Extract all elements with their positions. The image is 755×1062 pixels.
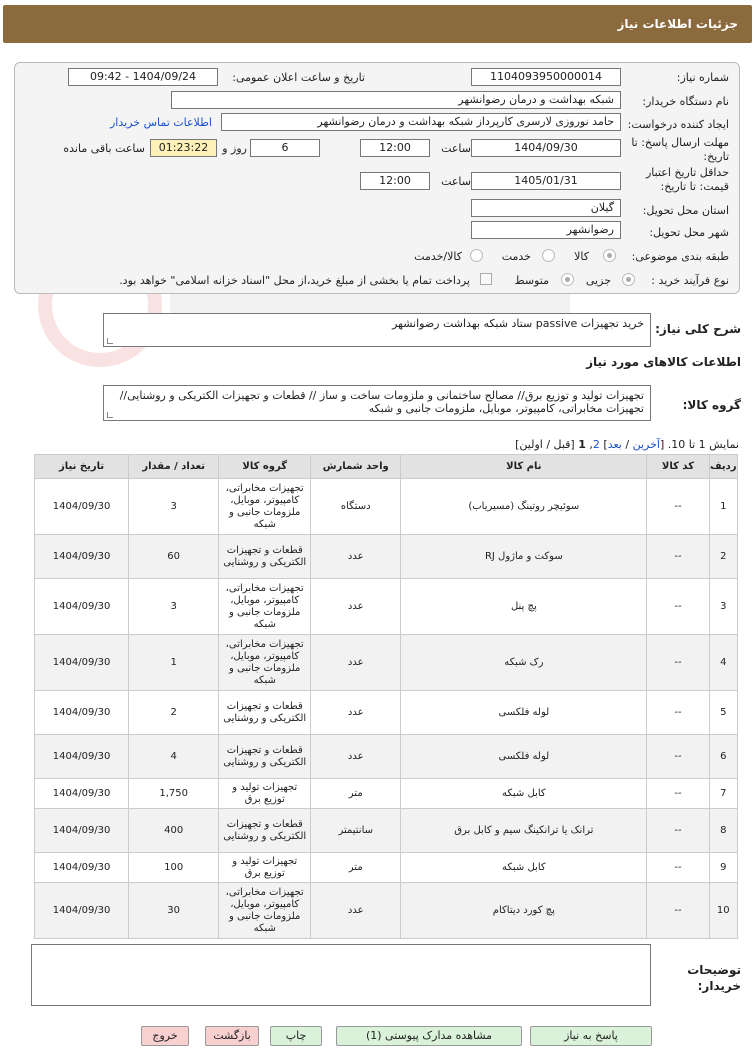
deadline-label: مهلت ارسال پاسخ: تا تاریخ:: [631, 136, 729, 163]
category-label: طبقه بندی موضوعی:: [631, 250, 729, 263]
deadline-time-label: ساعت: [441, 142, 471, 155]
cell-date: 1404/09/30: [35, 635, 129, 691]
cell-quantity: 3: [129, 479, 219, 535]
cell-quantity: 60: [129, 535, 219, 579]
pagination-bracket-open: [: [659, 438, 665, 451]
creator-label: ایجاد کننده درخواست:: [627, 118, 729, 131]
col-header-row-number: ردیف: [709, 455, 738, 479]
cell-row-number: 3: [709, 579, 738, 635]
summary-label: شرح کلی نیاز:: [655, 322, 741, 336]
validity-label: حداقل تاریخ اعتبار قیمت: تا تاریخ:: [645, 166, 729, 193]
buyer-field: شبکه بهداشت و درمان رضوانشهر: [171, 91, 621, 109]
cell-row-number: 5: [709, 691, 738, 735]
cell-unit: متر: [311, 853, 401, 883]
goods-group-text: تجهیزات تولید و توزیع برق// مصالح ساختمانی و ملزومات ساخت و ساز // قطعات و تجهیزات الکتریکی و روشنایی// تجهیزات مخابراتی، کامپیوتر، موبایل، ملزومات جانبی و شبکه: [119, 389, 644, 415]
cell-unit: عدد: [311, 635, 401, 691]
cell-group: تجهیزات تولید و توزیع برق: [219, 779, 311, 809]
cell-name: ترانک یا ترانکینگ سیم و کابل برق: [401, 809, 647, 853]
table-row: [35, 883, 738, 939]
cell-unit: متر: [311, 779, 401, 809]
pagination-prefix: نمایش 1 تا 10.: [667, 438, 739, 451]
goods-group-field: [103, 385, 651, 421]
cell-row-number: 4: [709, 635, 738, 691]
col-header-group: گروه کالا: [219, 455, 311, 479]
treasury-payment-note: پرداخت تمام یا بخشی از مبلغ خرید،از محل "اسناد خزانه اسلامی" خواهد بود.: [119, 274, 470, 287]
table-header-row: [35, 455, 738, 479]
pagination-comma: ,: [589, 438, 593, 451]
process-option-medium: متوسط: [514, 274, 549, 287]
cell-date: 1404/09/30: [35, 779, 129, 809]
pagination-slash: /: [625, 438, 630, 451]
cell-code: --: [647, 579, 709, 635]
pagination-prev-first: [قبل / اولین]: [515, 438, 575, 451]
print-button[interactable]: چاپ: [270, 1026, 322, 1046]
cell-code: --: [647, 883, 709, 939]
days-label: روز و: [222, 142, 247, 155]
cell-name: لوله فلکسی: [401, 735, 647, 779]
category-option-both: کالا/خدمت: [414, 250, 462, 263]
cell-name: لوله فلکسی: [401, 691, 647, 735]
cell-date: 1404/09/30: [35, 853, 129, 883]
remaining-label: ساعت باقی مانده: [63, 142, 145, 155]
cell-row-number: 6: [709, 735, 738, 779]
announce-label: تاریخ و ساعت اعلان عمومی:: [232, 71, 365, 84]
buyer-notes-label: توضیحات خریدار:: [687, 963, 741, 993]
table-row: [35, 853, 738, 883]
deadline-time-field: 12:00: [360, 139, 430, 157]
goods-section-title: اطلاعات کالاهای مورد نیاز: [586, 355, 741, 369]
cell-quantity: 2: [129, 691, 219, 735]
remaining-time-field: 01:23:22: [150, 139, 217, 157]
exit-button[interactable]: خروج: [141, 1026, 189, 1046]
category-radio-service[interactable]: [542, 249, 555, 262]
city-field: رضوانشهر: [471, 221, 621, 239]
cell-group: قطعات و تجهیزات الکتریکی و روشنایی: [219, 535, 311, 579]
city-label: شهر محل تحویل:: [649, 226, 729, 239]
cell-unit: سانتیمتر: [311, 809, 401, 853]
cell-quantity: 100: [129, 853, 219, 883]
validity-time-label: ساعت: [441, 175, 471, 188]
cell-row-number: 1: [709, 479, 738, 535]
cell-code: --: [647, 809, 709, 853]
cell-quantity: 400: [129, 809, 219, 853]
cell-code: --: [647, 635, 709, 691]
cell-row-number: 8: [709, 809, 738, 853]
cell-row-number: 7: [709, 779, 738, 809]
category-option-service: خدمت: [501, 250, 531, 263]
table-row: [35, 535, 738, 579]
pagination-page-2-link[interactable]: 2: [592, 438, 600, 451]
cell-unit: دستگاه: [311, 479, 401, 535]
validity-date-field: 1405/01/31: [471, 172, 621, 190]
pagination-current-page: 1: [578, 438, 586, 451]
page-title: جزئیات اطلاعات نیاز: [617, 17, 738, 31]
cell-date: 1404/09/30: [35, 579, 129, 635]
table-row: [35, 809, 738, 853]
category-radio-both[interactable]: [470, 249, 483, 262]
cell-name: پچ کورد دیتاکام: [401, 883, 647, 939]
col-header-date: تاریخ نیاز: [35, 455, 129, 479]
cell-code: --: [647, 535, 709, 579]
cell-code: --: [647, 479, 709, 535]
cell-group: قطعات و تجهیزات الکتریکی و روشنایی: [219, 735, 311, 779]
validity-time-field: 12:00: [360, 172, 430, 190]
goods-group-label: گروه کالا:: [682, 398, 741, 412]
cell-code: --: [647, 853, 709, 883]
pagination: [515, 438, 739, 451]
table-row: [35, 579, 738, 635]
resize-grip-icon[interactable]: [107, 412, 113, 418]
cell-date: 1404/09/30: [35, 691, 129, 735]
cell-quantity: 1,750: [129, 779, 219, 809]
cell-name: پچ پنل: [401, 579, 647, 635]
attachments-button[interactable]: مشاهده مدارک پیوستی (1): [336, 1026, 522, 1046]
table-row: [35, 691, 738, 735]
table-row: [35, 735, 738, 779]
buyer-notes-field: [31, 944, 651, 1006]
cell-group: تجهیزات مخابراتی، کامپیوتر، موبایل، ملزومات جانبی و شبکه: [219, 479, 311, 535]
creator-field: حامد نوروزی لارسری کارپرداز شبکه بهداشت و درمان رضوانشهر: [221, 113, 621, 131]
cell-group: تجهیزات مخابراتی، کامپیوتر، موبایل، ملزومات جانبی و شبکه: [219, 635, 311, 691]
cell-name: کابل شبکه: [401, 853, 647, 883]
cell-name: رک شبکه: [401, 635, 647, 691]
col-header-unit: واحد شمارش: [311, 455, 401, 479]
table-row: [35, 635, 738, 691]
summary-text: خرید تجهیزات passive ستاد شبکه بهداشت رضوانشهر: [392, 317, 644, 330]
cell-row-number: 10: [709, 883, 738, 939]
cell-quantity: 3: [129, 579, 219, 635]
cell-name: سوئیچر روتینگ (مسیریاب): [401, 479, 647, 535]
category-radio-goods[interactable]: [603, 249, 616, 262]
cell-group: قطعات و تجهیزات الکتریکی و روشنایی: [219, 691, 311, 735]
table-row: [35, 479, 738, 535]
pagination-bracket-close: ]: [603, 438, 608, 451]
cell-name: سوکت و ماژول RJ: [401, 535, 647, 579]
days-field: 6: [250, 139, 320, 157]
col-header-code: کد کالا: [647, 455, 709, 479]
summary-field: [103, 313, 651, 347]
cell-group: تجهیزات مخابراتی، کامپیوتر، موبایل، ملزومات جانبی و شبکه: [219, 883, 311, 939]
need-number-label: شماره نیاز:: [676, 71, 729, 84]
goods-table: [34, 454, 738, 939]
cell-code: --: [647, 691, 709, 735]
process-radio-minor[interactable]: [622, 273, 635, 286]
col-header-name: نام کالا: [401, 455, 647, 479]
cell-quantity: 1: [129, 635, 219, 691]
back-button[interactable]: بازگشت: [205, 1026, 259, 1046]
cell-unit: عدد: [311, 535, 401, 579]
cell-name: کابل شبکه: [401, 779, 647, 809]
cell-date: 1404/09/30: [35, 809, 129, 853]
resize-grip-icon[interactable]: [107, 338, 113, 344]
cell-unit: عدد: [311, 691, 401, 735]
buyer-label: نام دستگاه خریدار:: [642, 95, 729, 108]
table-row: [35, 779, 738, 809]
process-label: نوع فرآیند خرید :: [651, 274, 729, 287]
category-option-goods: کالا: [574, 250, 589, 263]
cell-date: 1404/09/30: [35, 479, 129, 535]
cell-group: تجهیزات تولید و توزیع برق: [219, 853, 311, 883]
cell-row-number: 9: [709, 853, 738, 883]
cell-code: --: [647, 779, 709, 809]
cell-unit: عدد: [311, 579, 401, 635]
treasury-payment-checkbox[interactable]: [480, 273, 492, 285]
pagination-next-link[interactable]: بعد: [607, 438, 622, 451]
cell-date: 1404/09/30: [35, 883, 129, 939]
announce-field: 1404/09/24 - 09:42: [68, 68, 218, 86]
cell-group: تجهیزات مخابراتی، کامپیوتر، موبایل، ملزومات جانبی و شبکه: [219, 579, 311, 635]
page-header: [3, 5, 752, 43]
cell-group: قطعات و تجهیزات الکتریکی و روشنایی: [219, 809, 311, 853]
process-radio-medium[interactable]: [561, 273, 574, 286]
need-number-field: 1104093950000014: [471, 68, 621, 86]
cell-date: 1404/09/30: [35, 735, 129, 779]
process-option-minor: جزیی: [585, 274, 611, 287]
province-label: استان محل تحویل:: [642, 204, 729, 217]
cell-unit: عدد: [311, 735, 401, 779]
cell-code: --: [647, 735, 709, 779]
cell-date: 1404/09/30: [35, 535, 129, 579]
cell-quantity: 30: [129, 883, 219, 939]
buyer-contact-link[interactable]: اطلاعات تماس خریدار: [110, 116, 212, 129]
cell-quantity: 4: [129, 735, 219, 779]
pagination-last-link[interactable]: آخرین: [632, 438, 660, 451]
deadline-date-field: 1404/09/30: [471, 139, 621, 157]
cell-row-number: 2: [709, 535, 738, 579]
province-field: گیلان: [471, 199, 621, 217]
cell-unit: عدد: [311, 883, 401, 939]
col-header-quantity: تعداد / مقدار: [129, 455, 219, 479]
reply-button[interactable]: پاسخ به نیاز: [530, 1026, 652, 1046]
